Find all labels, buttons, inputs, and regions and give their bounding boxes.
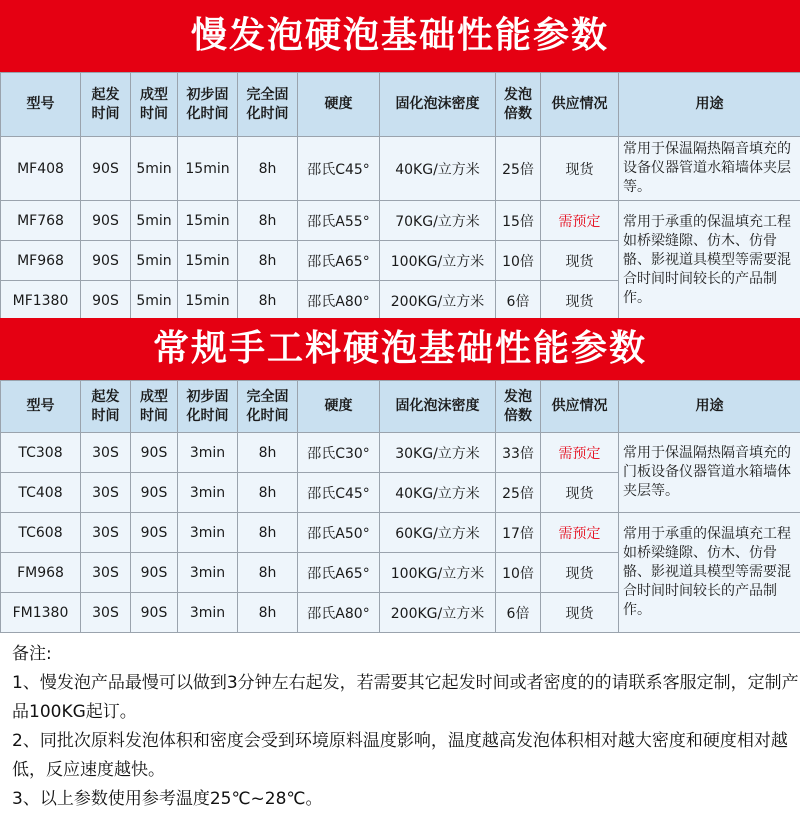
table-cell: MF408: [1, 137, 81, 201]
table-cell: 8h: [238, 513, 298, 553]
table-cell: 邵氏A50°: [298, 513, 380, 553]
column-header: 供应情况: [541, 73, 619, 137]
table-cell: 90S: [131, 473, 178, 513]
table-cell: FM968: [1, 553, 81, 593]
table-row: [1, 201, 800, 241]
table-cell: 60KG/立方米: [380, 513, 496, 553]
column-header: 用途: [619, 73, 800, 137]
table-cell: 90S: [131, 593, 178, 633]
table-cell: 3min: [178, 473, 238, 513]
table-cell: 6倍: [496, 281, 541, 321]
table-cell: MF768: [1, 201, 81, 241]
table-cell: 5min: [131, 137, 178, 201]
usage-cell: 常用于保温隔热隔音填充的门板设备仪器管道水箱墙体夹层等。: [619, 433, 800, 513]
column-header: 完全固 化时间: [238, 381, 298, 433]
notes-heading: 备注:: [0, 640, 800, 669]
table-cell: 3min: [178, 593, 238, 633]
column-header: 硬度: [298, 381, 380, 433]
table-cell: 40KG/立方米: [380, 137, 496, 201]
table-cell: 8h: [238, 593, 298, 633]
table-cell: 200KG/立方米: [380, 281, 496, 321]
table-cell: 3min: [178, 513, 238, 553]
table-cell: 40KG/立方米: [380, 473, 496, 513]
supply-status: 现货: [541, 241, 619, 281]
table-cell: 90S: [81, 137, 131, 201]
section-title: 常规手工料硬泡基础性能参数: [0, 318, 800, 380]
column-header: 型号: [1, 73, 81, 137]
table-row: [1, 433, 800, 473]
params-table: [0, 380, 800, 633]
table-cell: 邵氏C45°: [298, 473, 380, 513]
table-cell: 15min: [178, 281, 238, 321]
table-cell: TC408: [1, 473, 81, 513]
usage-cell: 常用于保温隔热隔音填充的设备仪器管道水箱墙体夹层等。: [619, 137, 800, 201]
table-cell: 10倍: [496, 553, 541, 593]
usage-cell: 常用于承重的保温填充工程如桥梁缝隙、仿木、仿骨骼、影视道具模型等需要混合时间时间较长的产品制作。: [619, 513, 800, 633]
section-manual-foam: [0, 318, 800, 633]
table-cell: 15min: [178, 241, 238, 281]
table-cell: 90S: [131, 433, 178, 473]
table-cell: 3min: [178, 553, 238, 593]
table-cell: 30S: [81, 433, 131, 473]
note-item: 1、慢发泡产品最慢可以做到3分钟左右起发，若需要其它起发时间或者密度的的请联系客服定制，定制产品100KG起订。: [0, 669, 800, 727]
params-table: [0, 72, 800, 321]
supply-status: 需预定: [541, 433, 619, 473]
table-cell: 90S: [81, 241, 131, 281]
column-header: 初步固 化时间: [178, 381, 238, 433]
table-cell: 17倍: [496, 513, 541, 553]
table-cell: 100KG/立方米: [380, 553, 496, 593]
column-header: 发泡 倍数: [496, 381, 541, 433]
table-cell: 10倍: [496, 241, 541, 281]
table-cell: 33倍: [496, 433, 541, 473]
column-header: 完全固 化时间: [238, 73, 298, 137]
table-cell: 邵氏A65°: [298, 241, 380, 281]
supply-status: 现货: [541, 553, 619, 593]
table-cell: 5min: [131, 201, 178, 241]
section-slow-foam: [0, 0, 800, 321]
table-cell: 25倍: [496, 137, 541, 201]
table-cell: TC308: [1, 433, 81, 473]
supply-status: 现货: [541, 473, 619, 513]
table-cell: 90S: [131, 513, 178, 553]
column-header: 初步固 化时间: [178, 73, 238, 137]
column-header: 发泡 倍数: [496, 73, 541, 137]
supply-status: 需预定: [541, 513, 619, 553]
table-cell: 30S: [81, 553, 131, 593]
table-cell: 30S: [81, 593, 131, 633]
table-cell: 8h: [238, 201, 298, 241]
section-title: 慢发泡硬泡基础性能参数: [0, 0, 800, 72]
table-cell: 30KG/立方米: [380, 433, 496, 473]
table-cell: 30S: [81, 473, 131, 513]
table-cell: 邵氏A55°: [298, 201, 380, 241]
table-cell: 6倍: [496, 593, 541, 633]
column-header: 固化泡沫密度: [380, 381, 496, 433]
supply-status: 需预定: [541, 201, 619, 241]
column-header: 成型 时间: [131, 73, 178, 137]
table-cell: 15min: [178, 137, 238, 201]
table-cell: 30S: [81, 513, 131, 553]
table-row: [1, 137, 800, 201]
table-row: [1, 513, 800, 553]
table-cell: 邵氏A80°: [298, 281, 380, 321]
column-header: 供应情况: [541, 381, 619, 433]
table-cell: 5min: [131, 281, 178, 321]
column-header: 硬度: [298, 73, 380, 137]
table-cell: 8h: [238, 241, 298, 281]
table-cell: 90S: [81, 281, 131, 321]
column-header: 成型 时间: [131, 381, 178, 433]
table-cell: 90S: [131, 553, 178, 593]
note-item: 2、同批次原料发泡体积和密度会受到环境原料温度影响，温度越高发泡体积相对越大密度和硬度相对越低，反应速度越快。: [0, 727, 800, 785]
table-cell: 邵氏A65°: [298, 553, 380, 593]
table-cell: 15min: [178, 201, 238, 241]
table-cell: 200KG/立方米: [380, 593, 496, 633]
table-cell: 邵氏A80°: [298, 593, 380, 633]
table-cell: 100KG/立方米: [380, 241, 496, 281]
table-cell: 邵氏C30°: [298, 433, 380, 473]
table-cell: 25倍: [496, 473, 541, 513]
column-header: 起发 时间: [81, 73, 131, 137]
table-cell: 8h: [238, 553, 298, 593]
table-cell: 8h: [238, 433, 298, 473]
table-cell: 5min: [131, 241, 178, 281]
table-cell: 8h: [238, 281, 298, 321]
table-cell: 8h: [238, 137, 298, 201]
notes: [0, 640, 800, 814]
supply-status: 现货: [541, 281, 619, 321]
table-cell: TC608: [1, 513, 81, 553]
column-header: 用途: [619, 381, 800, 433]
supply-status: 现货: [541, 137, 619, 201]
table-cell: 邵氏C45°: [298, 137, 380, 201]
supply-status: 现货: [541, 593, 619, 633]
table-cell: MF968: [1, 241, 81, 281]
table-cell: FM1380: [1, 593, 81, 633]
note-item: 3、以上参数使用参考温度25℃~28℃。: [0, 785, 800, 814]
column-header: 起发 时间: [81, 381, 131, 433]
table-cell: 90S: [81, 201, 131, 241]
table-cell: MF1380: [1, 281, 81, 321]
table-cell: 15倍: [496, 201, 541, 241]
table-cell: 8h: [238, 473, 298, 513]
table-cell: 3min: [178, 433, 238, 473]
column-header: 固化泡沫密度: [380, 73, 496, 137]
column-header: 型号: [1, 381, 81, 433]
usage-cell: 常用于承重的保温填充工程如桥梁缝隙、仿木、仿骨骼、影视道具模型等需要混合时间时间较长的产品制作。: [619, 201, 800, 321]
table-cell: 70KG/立方米: [380, 201, 496, 241]
